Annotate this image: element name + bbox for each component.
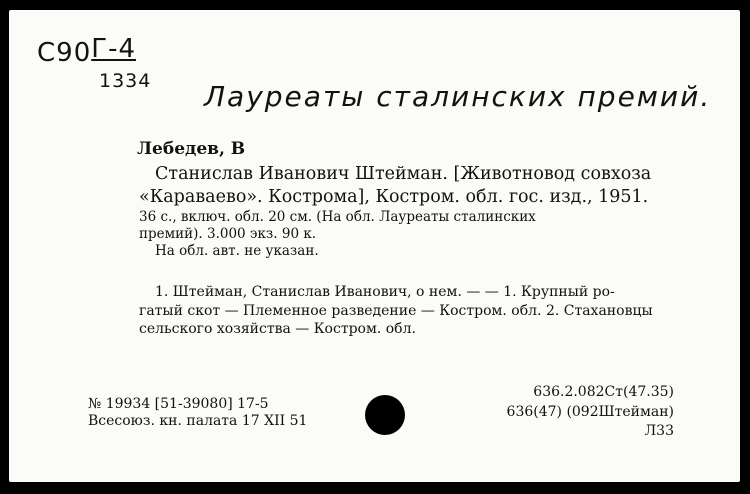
handwritten-shelf-code	[37, 34, 137, 68]
description-line-1: 36 с., включ. обл. 20 см. (На обл. Лауреаты сталинских	[139, 209, 536, 225]
shelf-code-superscript: Г-4	[91, 34, 137, 64]
catalog-card	[9, 10, 740, 482]
punch-hole	[365, 395, 405, 435]
subject-line-3: сельского хозяйства — Костром. обл.	[139, 321, 416, 337]
author-heading: Лебедев, В	[137, 139, 246, 159]
card-publisher: Всесоюз. кн. палата 17 XII 51	[88, 413, 308, 429]
description-line-2: премий). 3.000 экз. 90 к.	[139, 226, 317, 242]
title-line-1: Станислав Иванович Штейман. [Животновод совхоза	[155, 164, 652, 184]
subject-line-2: гатый скот — Племенное разведение — Костром. обл. 2. Стахановцы	[139, 303, 653, 319]
bbk-code: Л33	[644, 423, 674, 439]
handwritten-series-title: Лауреаты сталинских премий.	[204, 80, 712, 113]
udc-code-2: 636(47) (092Штейман)	[506, 404, 674, 420]
subject-line-1: 1. Штейман, Станислав Иванович, о нем. — — 1. Крупный ро-	[155, 284, 615, 300]
handwritten-number: 1334	[99, 70, 152, 92]
card-number: № 19934 [51-39080] 17-5	[88, 396, 269, 412]
title-line-2: «Караваево». Кострома], Костром. обл. гос. изд., 1951.	[139, 187, 649, 207]
udc-code-1: 636.2.082Ст(47.35)	[533, 384, 674, 400]
shelf-code: С90	[37, 38, 92, 68]
author-note: На обл. авт. не указан.	[155, 243, 319, 259]
